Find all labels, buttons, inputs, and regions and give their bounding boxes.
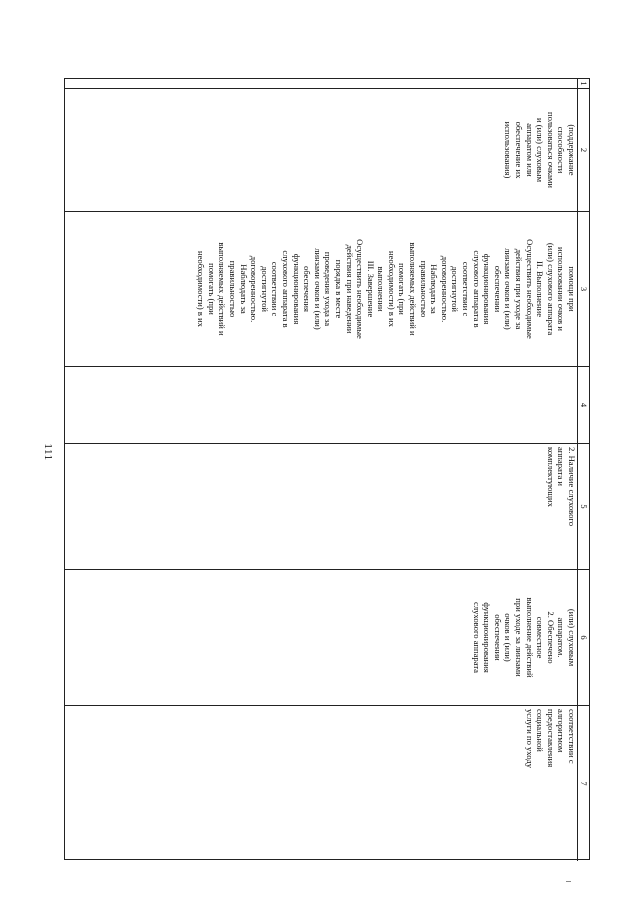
service-table: [64, 78, 590, 860]
table-column-1: [65, 79, 589, 89]
table-column-4: [65, 367, 589, 444]
column-header: 5: [577, 444, 589, 569]
table-cell: соответствии с алгоритмом предоставления социальной услуги по уходу: [524, 709, 577, 768]
table-column-5: [65, 444, 589, 570]
table-column-3: [65, 212, 589, 367]
column-header: 7: [577, 706, 589, 861]
table-column-2: [65, 89, 589, 212]
table-column-6: [65, 570, 589, 706]
table-cell: 2. Наличие слухового аппарата и комплектующих: [545, 447, 577, 527]
margin-mark: [566, 881, 571, 882]
column-header: 6: [577, 570, 589, 705]
table-cell: (или) слуховым аппаратом. 2. Обеспечено совместное выполнение действий при уходе за линзами очков и (или) обеспечении функционирования слухового аппарата: [471, 597, 577, 678]
column-header: 1: [577, 79, 589, 88]
table-cell: (поддержание способности пользоваться очками и (или) слуховым аппаратом или обеспечение их использования): [503, 111, 577, 189]
table-column-7: [65, 706, 589, 861]
column-header: 2: [577, 89, 589, 211]
column-header: 3: [577, 212, 589, 366]
table-cell: помощи при использовании очков и (или) слухового аппарата II. Выполнение Осуществить необходимые действия при уходе за линзами очков и (или) обеспечении функционирования слухового аппарата в соответствии с достигнутой договоренностью. Наблюдать за правильностью выполняемых действий и помогать (при необходимости) в их выполнении III. Завершение Осуществить необходимые действия при наведении порядка в месте проведения ухода за линзами очков и (или) обеспечения функционирования слухового аппарата в соответствии с достигнутой договоренностью. Наблюдать за правильностью выполняемых действий и помогать (при необходимости) в их: [196, 239, 577, 339]
column-header: 4: [577, 367, 589, 443]
page-number: 111: [42, 443, 54, 461]
